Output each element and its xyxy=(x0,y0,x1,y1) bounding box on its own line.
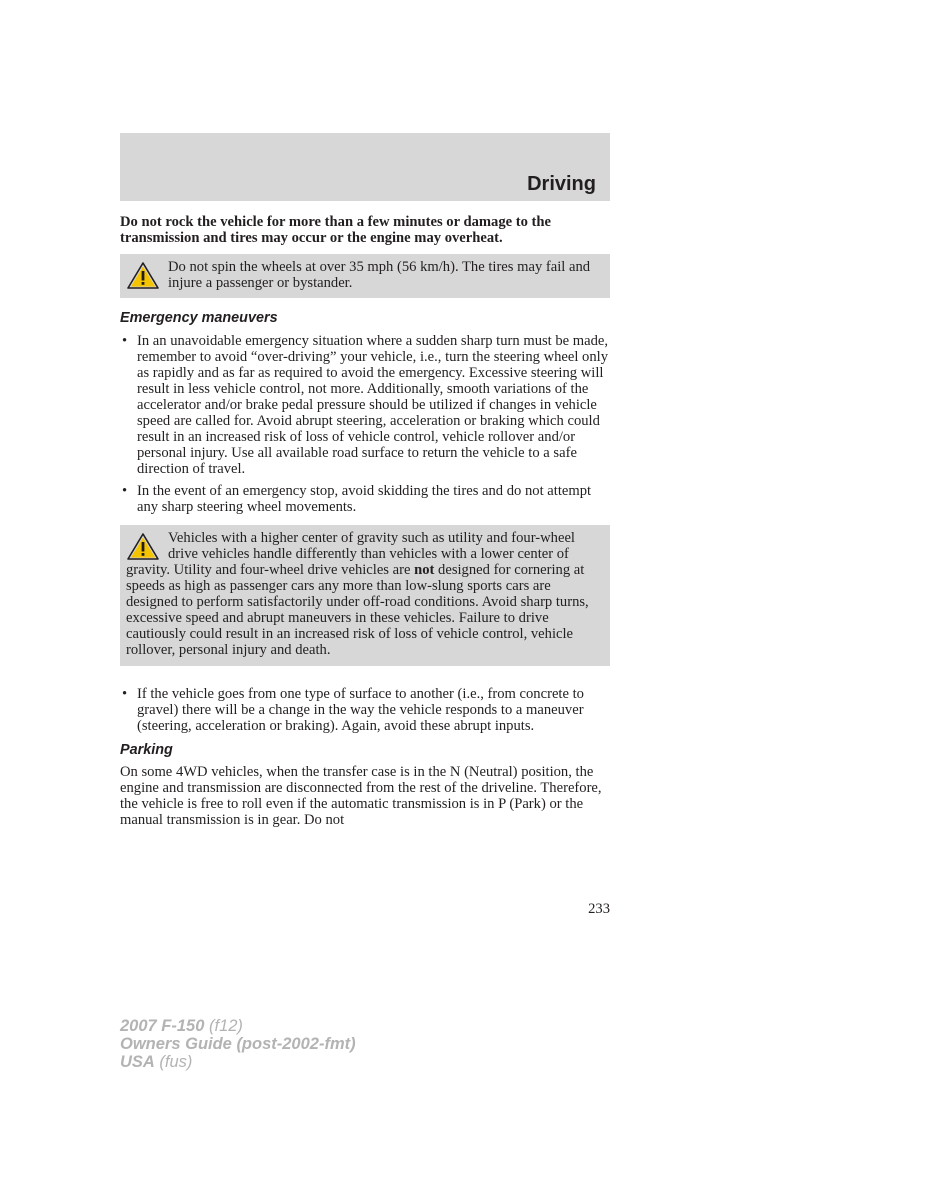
warning-text: Do not spin the wheels at over 35 mph (56 km/h). The tires may fail and injure a passenger or bystander. xyxy=(168,259,591,291)
footer-line-guide: Owners Guide (post-2002-fmt) xyxy=(120,1035,356,1053)
footer-line-region: USA (fus) xyxy=(120,1053,193,1071)
heading-emergency-maneuvers: Emergency maneuvers xyxy=(120,310,278,326)
list-item: • In the event of an emergency stop, avoid skidding the tires and do not attempt any sharp steering wheel movements. xyxy=(120,483,610,515)
footer-line-model: 2007 F-150 (f12) xyxy=(120,1017,243,1035)
section-title: Driving xyxy=(527,173,596,195)
warning-text-part: Vehicles with a higher center of gravity such as utility and four-wheel drive vehicles handle differently than vehicles with a lower center of gravity. Utility and four-wheel drive vehicles are xyxy=(126,530,575,578)
document-footer xyxy=(120,1017,356,1071)
intro-warning-paragraph: Do not rock the vehicle for more than a few minutes or damage to the transmission and tires may occur or the engine may overheat. xyxy=(120,214,551,246)
parking-paragraph: On some 4WD vehicles, when the transfer case is in the N (Neutral) position, the engine and transmission are disconnected from the rest of the driveline. Therefore, the vehicle is free to roll even if the automatic transmission is in P (Park) or the manual transmission is in gear. Do not xyxy=(120,764,602,828)
warning-text-part: designed for cornering at speeds as high as passenger cars any more than low-slung sports cars are designed to perform satisfactorily under off-road conditions. Avoid sharp turns, excessive speed and abrupt maneuvers in these vehicles. Failure to drive cautiously could result in an increased risk of loss of vehicle control, vehicle rollover, personal injury and death. xyxy=(126,562,589,658)
page-number: 233 xyxy=(588,901,610,917)
list-item: • In an unavoidable emergency situation where a sudden sharp turn must be made, remember to avoid “over-driving” your vehicle, i.e., turn the steering wheel only as rapidly and as far as required to avoid the emergency. Excessive steering will result in less vehicle control, not more. Additionally, smooth variations of the accelerator and/or brake pedal pressure should be utilized if changes in vehicle speed are called for. Avoid abrupt steering, acceleration or braking which could result in an increased risk of loss of vehicle control, vehicle rollover and/or personal injury. Use all available road surface to return the vehicle to a safe direction of travel. xyxy=(120,333,610,477)
warning-box-spin xyxy=(120,254,610,298)
page-content xyxy=(120,214,610,828)
heading-parking: Parking xyxy=(120,742,173,758)
warning-text-emphasis: not xyxy=(414,562,435,578)
section-header-band xyxy=(120,133,610,201)
warning-text xyxy=(126,530,604,658)
warning-box-center-of-gravity xyxy=(120,525,610,666)
warning-triangle-icon xyxy=(126,261,160,291)
surface-bullet-list xyxy=(120,686,610,734)
list-item: • If the vehicle goes from one type of surface to another (i.e., from concrete to gravel) there will be a change in the way the vehicle responds to a maneuver (steering, acceleration or braking). Again, avoid these abrupt inputs. xyxy=(120,686,610,734)
emergency-bullet-list xyxy=(120,333,610,515)
warning-triangle-icon xyxy=(126,532,160,562)
